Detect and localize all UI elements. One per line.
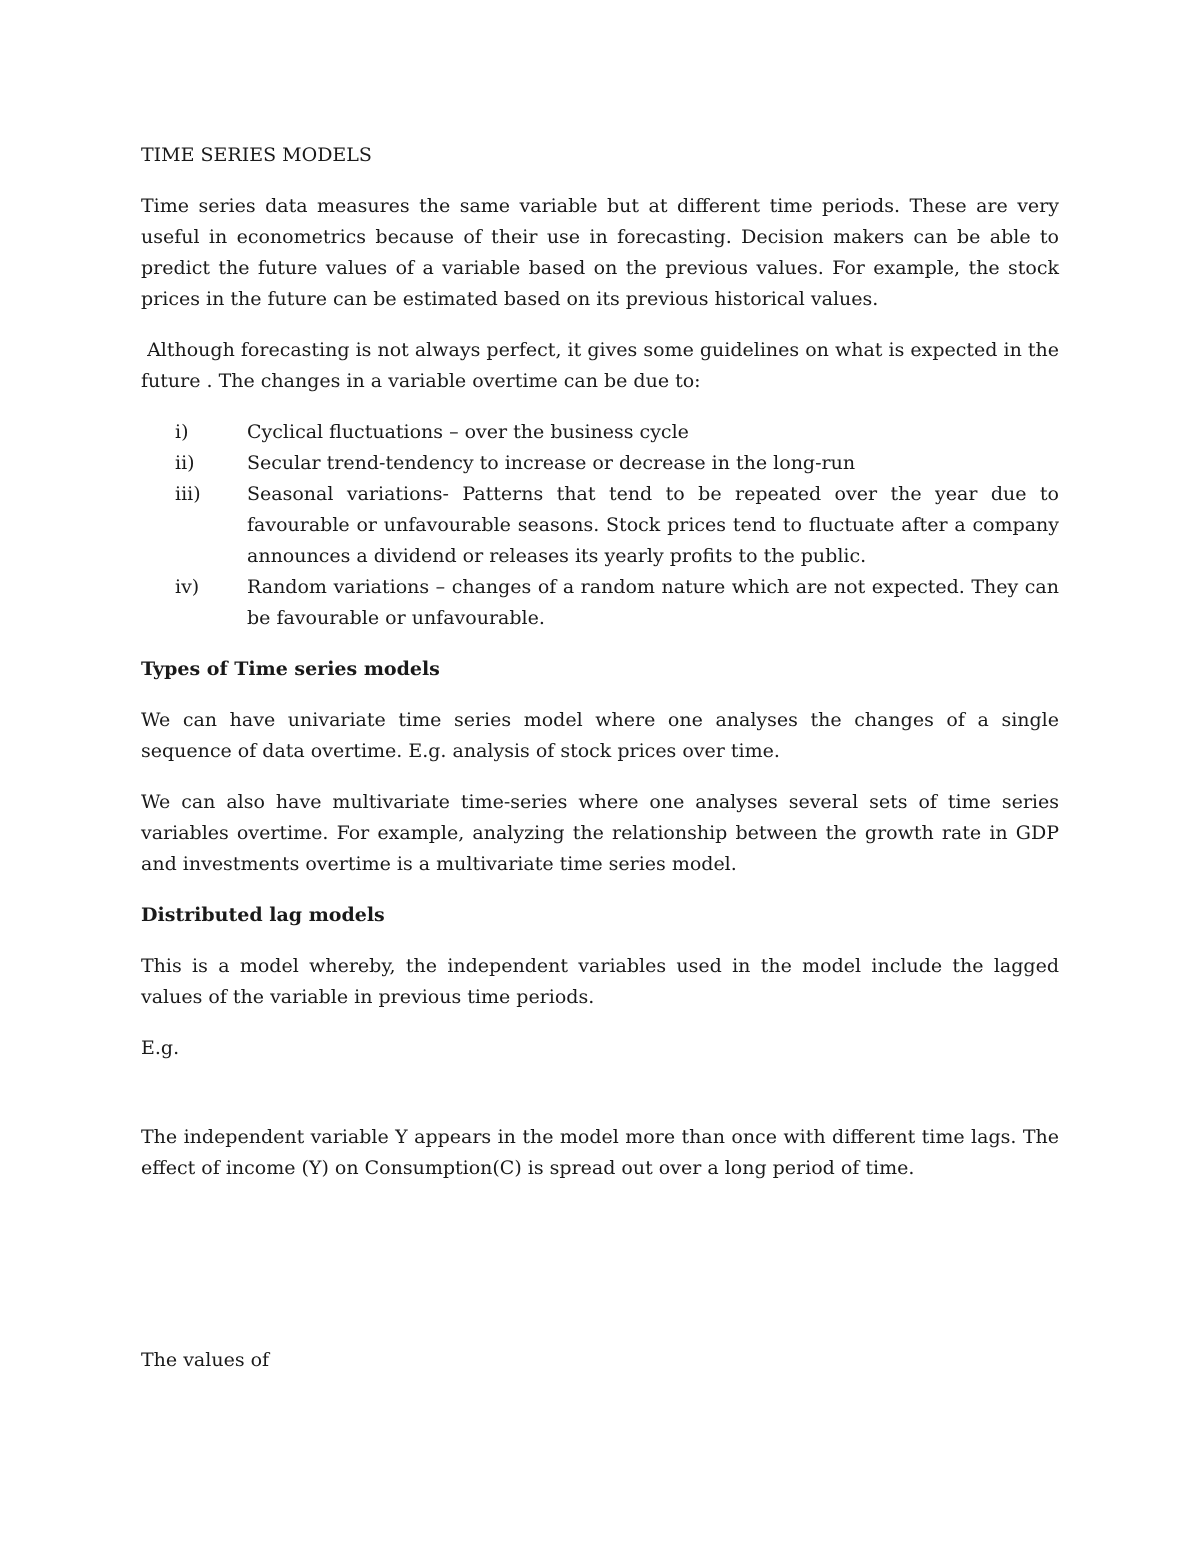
intro-paragraph-2: Although forecasting is not always perfect, it gives some guidelines on what is expected in the future . The changes in a variable overtime can be due to: — [141, 339, 1066, 392]
types-paragraph-1: We can have univariate time series model where one analyses the changes of a single sequence of data overtime. E.g. analysis of stock prices over time. — [141, 709, 1059, 762]
list-marker: iv) — [175, 576, 200, 598]
list-item-text: Cyclical fluctuations – over the business cycle — [247, 421, 689, 443]
example-label: E.g. — [141, 1037, 180, 1059]
list-item — [141, 479, 1059, 572]
list-item-text: Secular trend-tendency to increase or decrease in the long-run — [247, 452, 856, 474]
list-marker: iii) — [175, 483, 201, 505]
changes-list — [141, 417, 1059, 634]
intro-paragraph-1: Time series data measures the same variable but at different time periods. These are very useful in econometrics because of their use in forecasting. Decision makers can be able to predict the future values of a variable based on the previous values. For example, the stock prices in the future can be estimated based on its previous historical values. — [141, 195, 1059, 310]
equation-placeholder — [141, 1084, 1059, 1122]
document-title: TIME SERIES MODELS — [141, 144, 372, 166]
list-item — [141, 417, 1059, 448]
list-item-text: Seasonal variations- Patterns that tend to be repeated over the year due to favourable or unfavourable seasons. Stock prices tend to fluctuate after a company announces a dividend or releases its yearly profits to the public. — [247, 483, 1059, 567]
lag-paragraph-1: This is a model whereby, the independent variables used in the model include the lagged values of the variable in previous time periods. — [141, 955, 1059, 1008]
types-heading: Types of Time series models — [141, 658, 440, 680]
lag-explanation-paragraph: The independent variable Y appears in the model more than once with different time lags. The effect of income (Y) on Consumption(C) is spread out over a long period of time. — [141, 1126, 1059, 1179]
list-marker: i) — [175, 421, 189, 443]
list-marker: ii) — [175, 452, 195, 474]
blank-space — [141, 1204, 1059, 1345]
types-paragraph-2: We can also have multivariate time-series where one analyses several sets of time series variables overtime. For example, analyzing the relationship between the growth rate in GDP and investments overtime is a multivariate time series model. — [141, 791, 1059, 875]
list-item-text: Random variations – changes of a random nature which are not expected. They can be favourable or unfavourable. — [247, 576, 1059, 629]
list-item — [141, 448, 1059, 479]
lag-heading: Distributed lag models — [141, 904, 385, 926]
document-body — [141, 140, 1066, 1396]
closing-fragment: The values of — [141, 1349, 270, 1371]
list-item — [141, 572, 1059, 634]
